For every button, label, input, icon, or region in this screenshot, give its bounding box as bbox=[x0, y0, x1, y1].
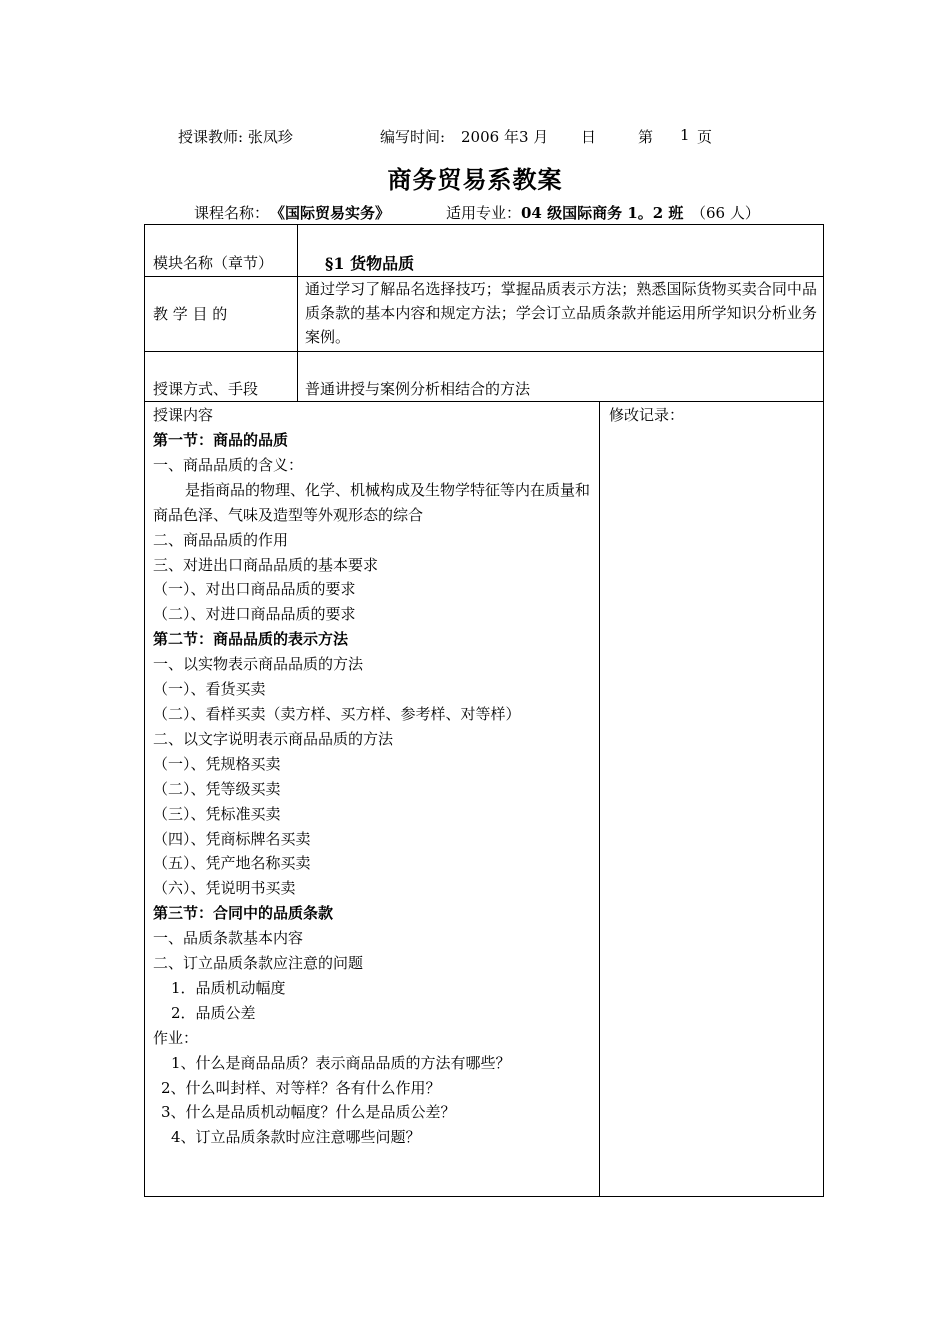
homework-item: 1、什么是商品品质？表示商品品质的方法有哪些？ bbox=[171, 1053, 511, 1072]
section-title: 第一节：商品的品质 bbox=[153, 431, 289, 449]
list-item: （四）、凭商标牌名买卖 bbox=[153, 829, 311, 848]
homework-label: 作业： bbox=[153, 1028, 199, 1047]
purpose-value: 通过学习了解品名选择技巧；掌握品质表示方法；熟悉国际货物买卖合同中品质条款的基本内容和规定方法；学会订立品质条款并能运用所学知识分析业务案例。 bbox=[305, 280, 817, 346]
student-count: （66 人） bbox=[691, 204, 760, 222]
document-title: 商务贸易系教案 bbox=[387, 165, 563, 194]
page-unit: 页 bbox=[697, 128, 713, 146]
teacher-name: 授课教师: 张凤珍 bbox=[178, 128, 293, 146]
row-divider bbox=[145, 351, 823, 352]
module-label: 模块名称（章节） bbox=[153, 254, 274, 272]
module-value: §1 货物品质 bbox=[325, 254, 415, 273]
list-item: 2．品质公差 bbox=[171, 1003, 256, 1022]
page-label: 第 bbox=[638, 128, 654, 146]
section-title: 第三节：合同中的品质条款 bbox=[153, 904, 334, 923]
header-line bbox=[0, 126, 950, 148]
section-title: 第二节：商品品质的表示方法 bbox=[153, 630, 349, 649]
list-item: 二、订立品质条款应注意的问题 bbox=[153, 954, 364, 973]
column-divider bbox=[297, 225, 298, 401]
method-value: 普通讲授与案例分析相结合的方法 bbox=[305, 380, 531, 398]
list-item: （五）、凭产地名称买卖 bbox=[153, 854, 311, 873]
revision-label: 修改记录： bbox=[609, 406, 685, 424]
definition-text: 是指商品的物理、化学、机械构成及生物学特征等内在质量和商品色泽、气味及造型等外观形态的综合 bbox=[153, 480, 591, 524]
homework-item: 3、什么是品质机动幅度？什么是品质公差？ bbox=[161, 1103, 456, 1122]
list-item: （一）、看货买卖 bbox=[153, 680, 266, 699]
lesson-content bbox=[153, 428, 593, 1150]
list-item: （二）、看样买卖（卖方样、买方样、参考样、对等样） bbox=[153, 704, 521, 723]
list-item: 一、商品品质的含义： bbox=[153, 455, 304, 474]
course-line bbox=[0, 202, 950, 224]
content-label: 授课内容 bbox=[153, 406, 214, 424]
list-item: （一）、对出口商品品质的要求 bbox=[153, 580, 356, 599]
major-value: 04 级国际商务 1。2 班 bbox=[521, 204, 684, 222]
list-item: （二）、凭等级买卖 bbox=[153, 779, 281, 798]
list-item: （三）、凭标准买卖 bbox=[153, 804, 281, 823]
course-name-label: 课程名称： bbox=[194, 204, 270, 222]
list-item: 二、商品品质的作用 bbox=[153, 530, 289, 549]
major-label: 适用专业： bbox=[446, 204, 522, 222]
homework-item: 4、订立品质条款时应注意哪些问题？ bbox=[171, 1128, 421, 1147]
date-year: 2006 年 bbox=[461, 128, 519, 146]
list-item: （一）、凭规格买卖 bbox=[153, 754, 281, 773]
date-month: 3 月 bbox=[519, 128, 549, 146]
list-item: （二）、对进口商品品质的要求 bbox=[153, 605, 356, 624]
list-item: 三、对进出口商品品质的基本要求 bbox=[153, 555, 379, 574]
purpose-label: 教 学 目 的 bbox=[153, 305, 228, 323]
course-name: 《国际贸易实务》 bbox=[270, 204, 391, 222]
method-label: 授课方式、手段 bbox=[153, 380, 259, 398]
date-label: 编写时间: bbox=[380, 128, 446, 146]
list-item: （六）、凭说明书买卖 bbox=[153, 879, 296, 898]
lesson-plan-table bbox=[144, 224, 824, 1197]
date-day: 日 bbox=[581, 128, 597, 146]
list-item: 二、以文字说明表示商品品质的方法 bbox=[153, 729, 394, 748]
list-item: 一、品质条款基本内容 bbox=[153, 929, 304, 948]
list-item: 1．品质机动幅度 bbox=[171, 978, 286, 997]
list-item: 一、以实物表示商品品质的方法 bbox=[153, 655, 364, 674]
homework-item: 2、什么叫封样、对等样？各有什么作用？ bbox=[161, 1078, 441, 1097]
column-divider bbox=[599, 401, 600, 1196]
page-number: 1 bbox=[680, 126, 690, 144]
